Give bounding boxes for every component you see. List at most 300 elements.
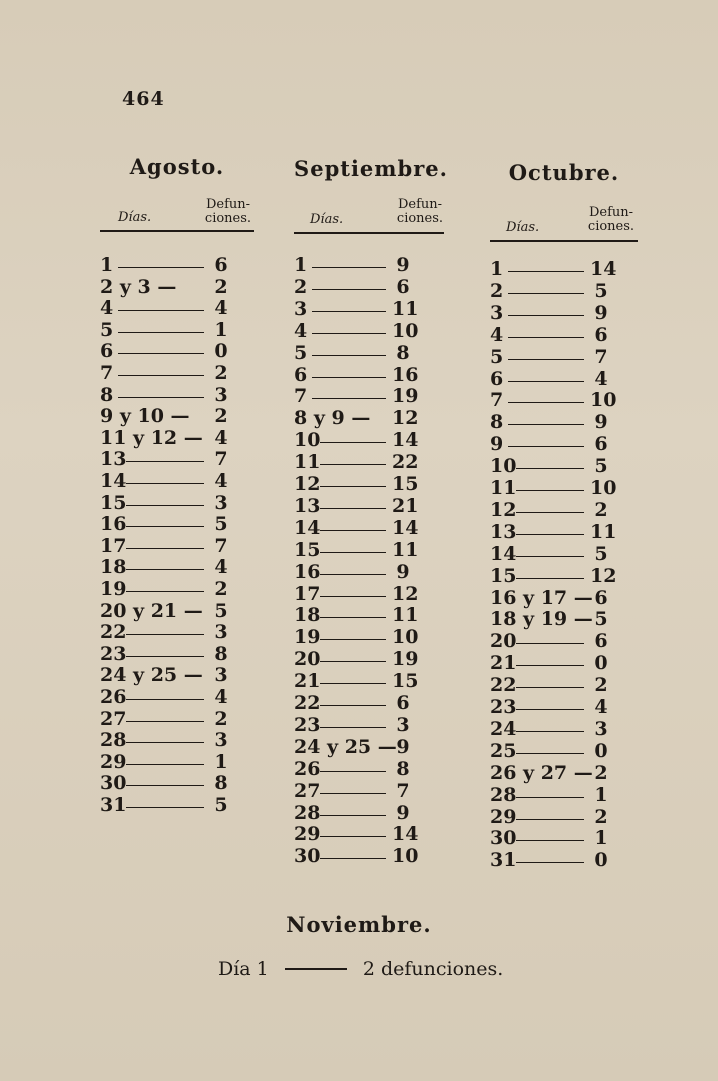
deaths-value: 6 [396, 692, 410, 714]
deaths-value: 3 [214, 491, 228, 514]
table-row [490, 740, 638, 762]
deaths-value: 2 [594, 761, 608, 784]
day-label: 24 y 25 — [294, 735, 397, 758]
deaths-value: 4 [214, 297, 228, 320]
deaths-value: 8 [214, 772, 228, 795]
table-row [100, 794, 254, 816]
leader-line [320, 727, 386, 728]
table-row [294, 736, 448, 758]
deaths-value: 10 [392, 845, 419, 868]
day-label: 18 [100, 556, 127, 579]
day-label: 6 [100, 340, 114, 363]
month-title: Octubre. [508, 160, 620, 185]
leader-line [516, 468, 584, 469]
table-row [490, 258, 638, 280]
leader-line [118, 310, 204, 311]
day-label: 1 [294, 254, 308, 276]
day-label: 8 y 9 — [294, 407, 371, 430]
deaths-value: 16 [392, 363, 419, 386]
table-row [294, 298, 448, 320]
november-result: 2 defunciones. [362, 958, 504, 980]
deaths-value: 2 [594, 805, 608, 828]
day-label: 29 [490, 805, 517, 828]
leader-line [312, 311, 386, 312]
day-label: 8 [490, 411, 504, 434]
day-label: 27 [100, 707, 127, 730]
leader-line [320, 639, 386, 640]
november-entry [218, 957, 503, 980]
deaths-value: 2 [214, 578, 228, 600]
table-row [490, 630, 638, 652]
deaths-value: 4 [594, 367, 608, 390]
day-label: 7 [100, 362, 114, 384]
leader-line [516, 819, 584, 820]
leader-line [516, 665, 584, 666]
day-label: 18 [294, 604, 321, 627]
header-dias: Días. [310, 212, 344, 227]
month-column-octubre [490, 156, 638, 886]
header-defunciones: Defun- ciones. [396, 197, 444, 226]
day-label: 1 [100, 254, 114, 276]
table-row [294, 451, 448, 473]
table-row [294, 670, 448, 692]
day-label: 10 [490, 455, 517, 478]
day-label: 26 y 27 — [490, 761, 593, 784]
table-row [294, 495, 448, 517]
table-row [490, 368, 638, 390]
table-row [100, 470, 254, 492]
table-row [490, 608, 638, 630]
header-defunciones: Defun- ciones. [204, 197, 252, 226]
deaths-value: 4 [214, 686, 228, 708]
table-row [100, 492, 254, 514]
table-row [100, 772, 254, 794]
day-label: 9 [490, 433, 504, 456]
deaths-value: 3 [396, 713, 410, 736]
deaths-value: 3 [214, 664, 228, 687]
deaths-value: 0 [594, 849, 608, 872]
leader-line [312, 398, 386, 399]
deaths-value: 9 [396, 735, 410, 758]
day-label: 20 y 21 — [100, 599, 203, 622]
deaths-value: 12 [392, 582, 419, 605]
deaths-value: 7 [214, 448, 228, 471]
deaths-value: 6 [594, 586, 608, 609]
leader-line [320, 617, 386, 618]
deaths-value: 14 [590, 258, 617, 280]
table-row [490, 324, 638, 346]
leader-line [320, 661, 386, 662]
day-label: 23 [100, 642, 127, 665]
leader-line [508, 337, 584, 338]
leader-line [516, 578, 584, 579]
table-row [100, 729, 254, 751]
deaths-value: 3 [214, 383, 228, 406]
deaths-value: 10 [392, 626, 419, 649]
table-row [490, 543, 638, 565]
leader-line [126, 505, 204, 506]
leader-line [508, 271, 584, 272]
header-dias: Días. [506, 220, 540, 235]
deaths-value: 1 [214, 318, 228, 341]
leader-line [508, 315, 584, 316]
day-label: 16 y 17 — [490, 586, 593, 609]
day-label: 24 y 25 — [100, 664, 203, 687]
day-label: 24 [490, 717, 517, 740]
day-label: 5 [294, 341, 308, 364]
table-row [490, 827, 638, 849]
leader-line [312, 377, 386, 378]
day-label: 31 [490, 849, 517, 872]
table-row [490, 499, 638, 521]
leader-line [126, 807, 204, 808]
day-label: 28 [490, 783, 517, 806]
leader-line [320, 530, 386, 531]
month-column-agosto [100, 150, 254, 830]
deaths-value: 9 [594, 411, 608, 434]
table-row [100, 556, 254, 578]
deaths-value: 9 [396, 560, 410, 583]
deaths-value: 4 [594, 696, 608, 718]
leader-line [508, 446, 584, 447]
leader-line [126, 699, 204, 700]
table-row [294, 429, 448, 451]
table-row [294, 517, 448, 539]
leader-line [320, 574, 386, 575]
leader-line [118, 332, 204, 333]
leader-line [126, 742, 204, 743]
day-label: 15 [294, 538, 321, 561]
leader-line [126, 785, 204, 786]
day-label: 14 [490, 542, 517, 565]
day-label: 3 [490, 301, 504, 324]
table-row [490, 674, 638, 696]
leader-line [285, 968, 347, 970]
day-label: 27 [294, 779, 321, 802]
leader-line [320, 442, 386, 443]
table-row [490, 477, 638, 499]
day-label: 21 [294, 670, 321, 693]
table-row [100, 535, 254, 557]
deaths-value: 5 [214, 599, 228, 622]
table-row [100, 664, 254, 686]
table-row [294, 802, 448, 824]
day-label: 13 [490, 520, 517, 543]
leader-line [320, 596, 386, 597]
day-label: 1 [490, 258, 504, 280]
leader-line [508, 293, 584, 294]
deaths-value: 0 [594, 652, 608, 675]
header-defunciones: Defun- ciones. [587, 205, 635, 234]
table-row [490, 433, 638, 455]
day-label: 28 [100, 729, 127, 752]
day-label: 26 [100, 686, 127, 708]
leader-line [320, 836, 386, 837]
day-label: 23 [294, 713, 321, 736]
deaths-value: 4 [214, 426, 228, 449]
month-title: Septiembre. [294, 156, 448, 181]
leader-line [126, 483, 204, 484]
deaths-value: 22 [392, 451, 419, 474]
leader-line [126, 634, 204, 635]
deaths-value: 7 [214, 534, 228, 557]
day-label: 22 [100, 621, 127, 644]
deaths-value: 15 [392, 670, 419, 693]
day-label: 4 [100, 297, 114, 320]
table-row [490, 280, 638, 302]
table-row [490, 565, 638, 587]
table-row [490, 784, 638, 806]
deaths-value: 12 [392, 407, 419, 430]
table-row [294, 254, 448, 276]
november-title: Noviembre. [286, 912, 432, 937]
deaths-value: 7 [396, 779, 410, 802]
leader-line [312, 267, 386, 268]
deaths-value: 6 [396, 275, 410, 298]
deaths-value: 14 [392, 429, 419, 452]
table-row [490, 696, 638, 718]
day-label: 4 [490, 323, 504, 346]
day-label: 14 [100, 470, 127, 492]
deaths-value: 8 [214, 642, 228, 665]
leader-line [126, 526, 204, 527]
deaths-value: 7 [594, 345, 608, 368]
leader-line [508, 381, 584, 382]
day-label: 18 y 19 — [490, 608, 593, 631]
leader-line [126, 656, 204, 657]
day-label: 29 [100, 750, 127, 773]
day-label: 13 [100, 448, 127, 471]
table-row [294, 845, 448, 867]
day-label: 17 [294, 582, 321, 605]
leader-line [312, 289, 386, 290]
day-label: 22 [490, 674, 517, 697]
leader-line [516, 709, 584, 710]
deaths-value: 11 [392, 604, 419, 627]
day-label: 23 [490, 696, 517, 718]
deaths-value: 10 [392, 319, 419, 342]
deaths-value: 6 [214, 254, 228, 276]
table-row [100, 319, 254, 341]
table-row [490, 762, 638, 784]
deaths-value: 3 [594, 717, 608, 740]
header-rule [490, 240, 638, 242]
day-label: 4 [294, 319, 308, 342]
day-label: 13 [294, 494, 321, 517]
day-label: 17 [100, 534, 127, 557]
leader-line [516, 534, 584, 535]
deaths-value: 21 [392, 494, 419, 517]
table-row [490, 411, 638, 433]
month-column-septiembre [294, 150, 448, 870]
leader-line [320, 683, 386, 684]
leader-line [508, 402, 584, 403]
deaths-value: 10 [590, 389, 617, 412]
table-row [294, 758, 448, 780]
leader-line [516, 753, 584, 754]
leader-line [312, 333, 386, 334]
leader-line [320, 552, 386, 553]
deaths-value: 6 [594, 433, 608, 456]
deaths-value: 11 [392, 297, 419, 320]
table-row [100, 513, 254, 535]
day-label: 11 [294, 451, 321, 474]
leader-line [320, 464, 386, 465]
deaths-value: 8 [396, 757, 410, 780]
table-row [294, 276, 448, 298]
table-row [100, 427, 254, 449]
leader-line [320, 858, 386, 859]
deaths-value: 12 [590, 564, 617, 587]
table-row [490, 806, 638, 828]
day-label: 12 [490, 498, 517, 521]
day-label: 7 [294, 385, 308, 408]
deaths-value: 9 [594, 301, 608, 324]
day-label: 30 [100, 772, 127, 795]
leader-line [126, 548, 204, 549]
table-row [294, 714, 448, 736]
deaths-value: 4 [214, 470, 228, 492]
table-row [490, 521, 638, 543]
day-label: 21 [490, 652, 517, 675]
leader-line [516, 687, 584, 688]
day-label: 15 [100, 491, 127, 514]
leader-line [516, 490, 584, 491]
deaths-value: 5 [594, 608, 608, 631]
day-label: 6 [490, 367, 504, 390]
leader-line [320, 771, 386, 772]
leader-line [118, 353, 204, 354]
day-label: 5 [490, 345, 504, 368]
day-label: 30 [490, 827, 517, 850]
deaths-value: 1 [214, 750, 228, 773]
table-row [490, 718, 638, 740]
leader-line [118, 375, 204, 376]
leader-line [320, 793, 386, 794]
leader-line [126, 461, 204, 462]
month-title: Agosto. [129, 154, 225, 179]
day-label: 12 [294, 473, 321, 495]
leader-line [312, 355, 386, 356]
deaths-value: 2 [594, 674, 608, 697]
table-row [100, 384, 254, 406]
deaths-value: 2 [214, 405, 228, 428]
header-dias: Días. [118, 210, 152, 225]
day-label: 9 y 10 — [100, 405, 190, 428]
day-label: 11 [490, 477, 517, 499]
table-row [294, 320, 448, 342]
deaths-value: 9 [396, 801, 410, 824]
deaths-value: 5 [214, 794, 228, 816]
deaths-value: 6 [594, 630, 608, 653]
day-label: 29 [294, 823, 321, 846]
table-row [490, 849, 638, 871]
page-number: 464 [122, 88, 165, 110]
day-label: 31 [100, 794, 127, 816]
table-row [100, 276, 254, 298]
table-row [100, 578, 254, 600]
table-row [294, 342, 448, 364]
day-label: 5 [100, 318, 114, 341]
leader-line [126, 721, 204, 722]
leader-line [320, 705, 386, 706]
november-day-label: Día 1 [218, 958, 269, 980]
table-row [490, 587, 638, 609]
day-label: 2 [490, 279, 504, 302]
deaths-value: 3 [214, 621, 228, 644]
day-label: 16 [294, 560, 321, 583]
deaths-value: 1 [594, 827, 608, 850]
table-row [100, 254, 254, 276]
leader-line [126, 591, 204, 592]
deaths-value: 5 [594, 542, 608, 565]
day-label: 22 [294, 692, 321, 714]
table-row [294, 561, 448, 583]
day-label: 15 [490, 564, 517, 587]
deaths-value: 2 [214, 707, 228, 730]
table-row [100, 708, 254, 730]
day-label: 14 [294, 516, 321, 539]
leader-line [516, 840, 584, 841]
leader-line [508, 424, 584, 425]
deaths-value: 4 [214, 556, 228, 579]
day-label: 6 [294, 363, 308, 386]
deaths-value: 19 [392, 648, 419, 671]
day-label: 7 [490, 389, 504, 412]
table-row [490, 652, 638, 674]
leader-line [320, 508, 386, 509]
deaths-value: 2 [594, 498, 608, 521]
table-row [100, 362, 254, 384]
deaths-value: 14 [392, 823, 419, 846]
table-row [100, 297, 254, 319]
leader-line [320, 815, 386, 816]
deaths-value: 8 [396, 341, 410, 364]
table-row [100, 686, 254, 708]
leader-line [320, 486, 386, 487]
leader-line [516, 731, 584, 732]
deaths-value: 5 [594, 279, 608, 302]
table-row [490, 302, 638, 324]
table-row [100, 405, 254, 427]
table-row [294, 583, 448, 605]
deaths-value: 19 [392, 385, 419, 408]
day-label: 20 [294, 648, 321, 671]
table-row [294, 385, 448, 407]
table-row [294, 364, 448, 386]
table-row [294, 780, 448, 802]
deaths-value: 11 [590, 520, 617, 543]
leader-line [516, 643, 584, 644]
table-row [294, 407, 448, 429]
leader-line [118, 397, 204, 398]
deaths-value: 14 [392, 516, 419, 539]
deaths-value: 11 [392, 538, 419, 561]
day-label: 30 [294, 845, 321, 868]
deaths-value: 5 [594, 455, 608, 478]
leader-line [516, 556, 584, 557]
table-row [294, 648, 448, 670]
day-label: 2 y 3 — [100, 275, 177, 298]
day-label: 20 [490, 630, 517, 653]
leader-line [126, 764, 204, 765]
deaths-value: 6 [594, 323, 608, 346]
day-label: 3 [294, 297, 308, 320]
leader-line [508, 359, 584, 360]
table-row [490, 455, 638, 477]
deaths-value: 0 [594, 739, 608, 762]
deaths-value: 3 [214, 729, 228, 752]
